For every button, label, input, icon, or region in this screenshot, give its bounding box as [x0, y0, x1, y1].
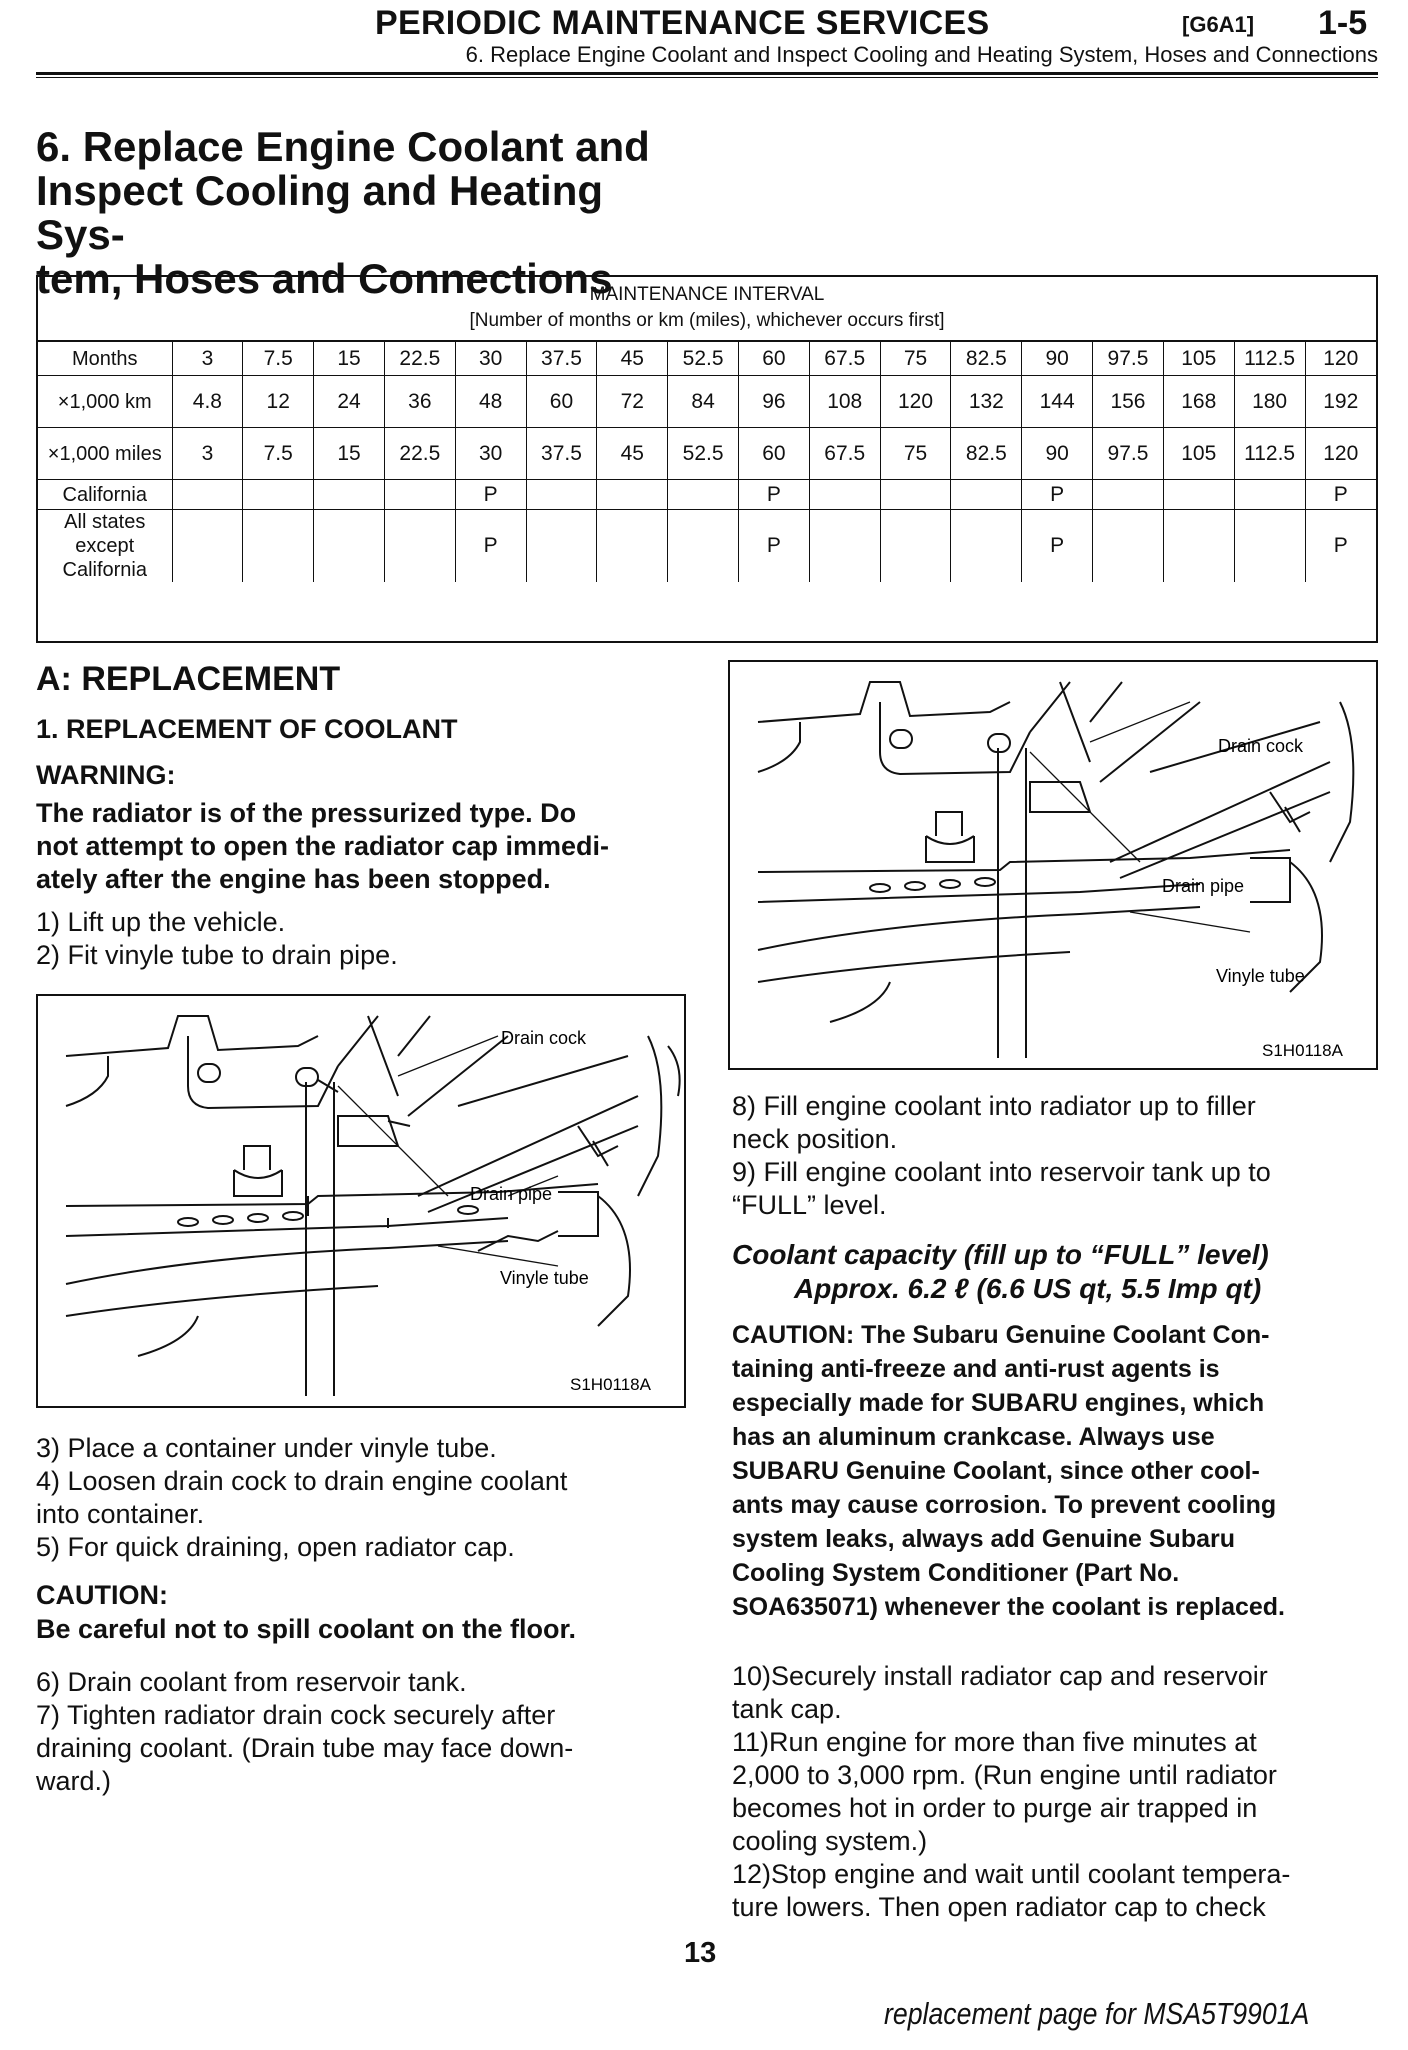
- table-cell: P: [455, 510, 526, 583]
- table-cell: 60: [739, 428, 810, 480]
- caution-line: has an aluminum crankcase. Always use: [732, 1423, 1215, 1451]
- table-cell: 60: [739, 342, 810, 376]
- interval-grid: [38, 341, 1376, 582]
- table-cell: 22.5: [384, 342, 455, 376]
- table-row: [38, 342, 1376, 376]
- running-header-title: PERIODIC MAINTENANCE SERVICES: [375, 4, 990, 42]
- table-cell: [172, 510, 243, 583]
- table-cell: 112.5: [1234, 342, 1305, 376]
- table-cell: 75: [880, 428, 951, 480]
- step-line: 12)Stop engine and wait until coolant tempera-: [732, 1859, 1291, 1889]
- table-cell: 7.5: [243, 428, 314, 480]
- table-cell: [809, 510, 880, 583]
- table-cell: 15: [314, 342, 385, 376]
- table-cell: [597, 510, 668, 583]
- table-cell: 52.5: [668, 342, 739, 376]
- caution-heading: CAUTION:: [36, 1580, 168, 1610]
- label-drain-pipe: Drain pipe: [470, 1184, 553, 1204]
- drain-illustration: [38, 996, 684, 1406]
- table-heading-note: [Number of months or km (miles), whichever occurs first]: [469, 310, 945, 331]
- table-cell: P: [455, 480, 526, 510]
- heading-replacement-of-coolant: 1. REPLACEMENT OF COOLANT: [36, 714, 458, 744]
- table-cell: P: [739, 510, 810, 583]
- step-line: draining coolant. (Drain tube may face down-: [36, 1733, 574, 1763]
- step-line: 1) Lift up the vehicle.: [36, 907, 286, 937]
- table-cell: 3: [172, 342, 243, 376]
- step-line: ward.): [36, 1766, 112, 1796]
- label-drain-pipe: Drain pipe: [1162, 876, 1245, 896]
- table-cell: [880, 510, 951, 583]
- step-line: tank cap.: [732, 1694, 842, 1724]
- label-vinyle-tube: Vinyle tube: [1216, 966, 1305, 986]
- table-cell: [1163, 480, 1234, 510]
- table-cell: [597, 480, 668, 510]
- table-cell: [314, 510, 385, 583]
- footer-note: replacement page for MSA5T9901A: [884, 1996, 1310, 2031]
- caution-genuine-coolant: [732, 1318, 1380, 1624]
- step-line: 4) Loosen drain cock to drain engine coolant: [36, 1466, 568, 1496]
- table-cell: [1093, 510, 1164, 583]
- label-drain-cock: Drain cock: [1218, 736, 1304, 756]
- table-cell: 72: [597, 376, 668, 428]
- table-cell: 67.5: [809, 428, 880, 480]
- table-cell: [880, 480, 951, 510]
- step-line: 2) Fit vinyle tube to drain pipe.: [36, 940, 398, 970]
- table-cell: [243, 480, 314, 510]
- capacity-line: Coolant capacity (fill up to “FULL” level): [732, 1239, 1269, 1270]
- table-heading-title: MAINTENANCE INTERVAL: [589, 284, 825, 305]
- table-cell: P: [1305, 510, 1376, 583]
- table-cell: 37.5: [526, 428, 597, 480]
- table-cell: [526, 480, 597, 510]
- table-cell: [384, 480, 455, 510]
- running-header-code: [G6A1]: [1182, 12, 1255, 37]
- warning-heading: WARNING:: [36, 760, 176, 790]
- caution-line: CAUTION: The Subaru Genuine Coolant Con-: [732, 1321, 1270, 1349]
- table-cell: 82.5: [951, 342, 1022, 376]
- table-cell: P: [1305, 480, 1376, 510]
- table-heading: [38, 277, 1376, 341]
- caution-line: Cooling System Conditioner (Part No.: [732, 1559, 1180, 1587]
- table-row: [38, 480, 1376, 510]
- table-cell: [526, 510, 597, 583]
- step-line: “FULL” level.: [732, 1190, 887, 1220]
- drain-illustration: [730, 662, 1376, 1068]
- table-row: [38, 428, 1376, 480]
- header-rule: [36, 72, 1378, 75]
- table-cell: 192: [1305, 376, 1376, 428]
- step-line: 6) Drain coolant from reservoir tank.: [36, 1667, 467, 1697]
- row-label: ×1,000 km: [38, 376, 172, 428]
- table-cell: [1163, 510, 1234, 583]
- step-line: 10)Securely install radiator cap and reservoir: [732, 1661, 1268, 1691]
- label-drain-cock: Drain cock: [501, 1028, 587, 1048]
- table-cell: 24: [314, 376, 385, 428]
- warning-line: The radiator is of the pressurized type. Do: [36, 798, 577, 828]
- table-cell: 22.5: [384, 428, 455, 480]
- caution-line: especially made for SUBARU engines, which: [732, 1389, 1265, 1417]
- warning-line: not attempt to open the radiator cap immedi-: [36, 831, 610, 861]
- caution-line: SUBARU Genuine Coolant, since other cool-: [732, 1457, 1260, 1485]
- table-cell: [172, 480, 243, 510]
- figure-drain-left: [36, 994, 686, 1408]
- table-cell: 15: [314, 428, 385, 480]
- section-title-line: tem, Hoses and Connections: [36, 255, 613, 302]
- table-cell: [1093, 480, 1164, 510]
- table-cell: 180: [1234, 376, 1305, 428]
- step-line: 5) For quick draining, open radiator cap.: [36, 1532, 515, 1562]
- table-cell: 12: [243, 376, 314, 428]
- table-cell: 112.5: [1234, 428, 1305, 480]
- warning-text: [36, 797, 696, 896]
- table-cell: [951, 480, 1022, 510]
- table-cell: P: [1022, 480, 1093, 510]
- table-cell: 48: [455, 376, 526, 428]
- figure-code: S1H0118A: [1262, 1041, 1343, 1060]
- step-line: 9) Fill engine coolant into reservoir tank up to: [732, 1157, 1271, 1187]
- table-cell: 3: [172, 428, 243, 480]
- caution-line: taining anti-freeze and anti-rust agents is: [732, 1355, 1220, 1383]
- running-header-page-ref: 1-5: [1318, 4, 1368, 42]
- table-cell: 4.8: [172, 376, 243, 428]
- running-header-subtitle: 6. Replace Engine Coolant and Inspect Cooling and Heating System, Hoses and Connections: [465, 42, 1378, 67]
- label-vinyle-tube: Vinyle tube: [500, 1268, 589, 1288]
- steps-1-2: [36, 906, 696, 972]
- row-label: California: [38, 480, 172, 510]
- maintenance-interval-table: [36, 275, 1378, 643]
- table-cell: 97.5: [1093, 342, 1164, 376]
- table-cell: P: [1022, 510, 1093, 583]
- table-row: [38, 510, 1376, 583]
- step-line: 7) Tighten radiator drain cock securely after: [36, 1700, 556, 1730]
- page-number: 13: [684, 1937, 717, 1969]
- row-label: Months: [38, 342, 172, 376]
- table-cell: 37.5: [526, 342, 597, 376]
- table-cell: 96: [739, 376, 810, 428]
- table-cell: [668, 480, 739, 510]
- table-cell: 97.5: [1093, 428, 1164, 480]
- table-cell: 82.5: [951, 428, 1022, 480]
- steps-8-9: [732, 1090, 1380, 1222]
- table-cell: 120: [1305, 428, 1376, 480]
- table-cell: 67.5: [809, 342, 880, 376]
- caution-line: SOA635071) whenever the coolant is replaced.: [732, 1593, 1286, 1621]
- step-line: cooling system.): [732, 1826, 928, 1856]
- step-line: into container.: [36, 1499, 205, 1529]
- step-line: becomes hot in order to purge air trapped in: [732, 1793, 1258, 1823]
- table-cell: 60: [526, 376, 597, 428]
- figure-code: S1H0118A: [570, 1375, 651, 1394]
- caution-text: Be careful not to spill coolant on the floor.: [36, 1614, 577, 1644]
- table-cell: 36: [384, 376, 455, 428]
- table-cell: 156: [1093, 376, 1164, 428]
- steps-10-12: [732, 1660, 1380, 1924]
- header-rule-thin: [36, 77, 1378, 78]
- row-label: ×1,000 miles: [38, 428, 172, 480]
- caution-line: ants may cause corrosion. To prevent cooling: [732, 1491, 1277, 1519]
- capacity-line: Approx. 6.2 ℓ (6.6 US qt, 5.5 Imp qt): [794, 1273, 1262, 1304]
- step-line: 3) Place a container under vinyle tube.: [36, 1433, 497, 1463]
- table-cell: 75: [880, 342, 951, 376]
- caution-line: system leaks, always add Genuine Subaru: [732, 1525, 1235, 1553]
- table-cell: [668, 510, 739, 583]
- table-row: [38, 376, 1376, 428]
- table-cell: 120: [1305, 342, 1376, 376]
- row-label: All states except California: [38, 510, 172, 583]
- table-cell: 168: [1163, 376, 1234, 428]
- table-cell: 30: [455, 342, 526, 376]
- table-cell: 90: [1022, 428, 1093, 480]
- table-cell: P: [739, 480, 810, 510]
- table-cell: 45: [597, 428, 668, 480]
- table-cell: 7.5: [243, 342, 314, 376]
- heading-replacement: A: REPLACEMENT: [36, 660, 341, 698]
- coolant-capacity: [732, 1238, 1380, 1306]
- figure-drain-right: [728, 660, 1378, 1070]
- section-title-line: 6. Replace Engine Coolant and: [36, 123, 650, 170]
- table-cell: [809, 480, 880, 510]
- step-line: ture lowers. Then open radiator cap to check: [732, 1892, 1266, 1922]
- section-title-line: Inspect Cooling and Heating Sys-: [36, 167, 604, 258]
- table-cell: 90: [1022, 342, 1093, 376]
- warning-line: ately after the engine has been stopped.: [36, 864, 551, 894]
- step-line: neck position.: [732, 1124, 898, 1154]
- table-cell: 144: [1022, 376, 1093, 428]
- table-cell: 105: [1163, 342, 1234, 376]
- table-cell: 108: [809, 376, 880, 428]
- table-cell: [951, 510, 1022, 583]
- table-cell: 120: [880, 376, 951, 428]
- step-line: 11)Run engine for more than five minutes at: [732, 1727, 1257, 1757]
- table-cell: [384, 510, 455, 583]
- table-cell: 84: [668, 376, 739, 428]
- table-cell: [243, 510, 314, 583]
- table-cell: 132: [951, 376, 1022, 428]
- table-cell: [314, 480, 385, 510]
- table-cell: 30: [455, 428, 526, 480]
- table-cell: 52.5: [668, 428, 739, 480]
- table-cell: [1234, 480, 1305, 510]
- step-line: 2,000 to 3,000 rpm. (Run engine until radiator: [732, 1760, 1277, 1790]
- steps-6-7: [36, 1666, 696, 1798]
- table-cell: 105: [1163, 428, 1234, 480]
- table-cell: 45: [597, 342, 668, 376]
- step-line: 8) Fill engine coolant into radiator up to filler: [732, 1091, 1256, 1121]
- steps-3-5: [36, 1432, 696, 1564]
- table-cell: [1234, 510, 1305, 583]
